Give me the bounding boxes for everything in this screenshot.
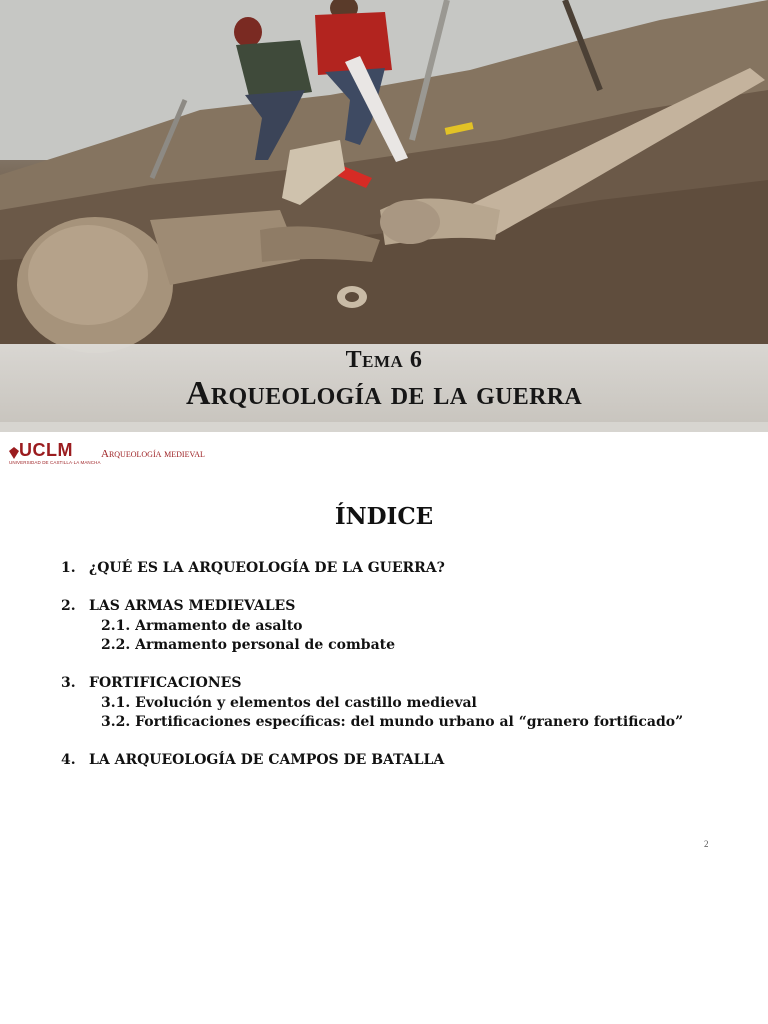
toc-section-4 bbox=[61, 752, 444, 768]
toc-subsection-3-1: 3.1. Evolución y elementos del castillo medieval bbox=[101, 695, 477, 711]
slide-title: Arqueología de la guerra bbox=[186, 375, 582, 412]
page-number: 2 bbox=[704, 839, 709, 849]
uclm-logo bbox=[9, 440, 101, 468]
toc-title: FORTIFICACIONES bbox=[89, 675, 242, 691]
toc-number: 2. bbox=[61, 598, 76, 614]
toc-section-3 bbox=[61, 675, 241, 691]
slide-subtitle: Tema 6 bbox=[345, 347, 423, 373]
toc-section-2 bbox=[61, 598, 295, 614]
toc-title: ¿QUÉ ES LA ARQUEOLOGÍA DE LA GUERRA? bbox=[89, 560, 445, 576]
toc-title: LA ARQUEOLOGÍA DE CAMPOS DE BATALLA bbox=[89, 752, 445, 768]
course-label: Arqueología medieval bbox=[101, 448, 205, 460]
toc-number: 3. bbox=[61, 675, 76, 691]
toc-subsection-3-2: 3.2. Fortificaciones específicas: del mundo urbano al “granero fortificado” bbox=[101, 714, 684, 730]
toc-section-1 bbox=[61, 560, 445, 576]
toc-subsection-2-2: 2.2. Armamento personal de combate bbox=[101, 637, 396, 653]
title-band bbox=[0, 344, 768, 422]
logo-subtext: UNIVERSIDAD DE CASTILLA·LA MANCHA bbox=[9, 460, 101, 465]
uclm-emblem-icon bbox=[9, 447, 19, 459]
title-band-bottom-strip bbox=[0, 422, 768, 432]
hero-photo bbox=[0, 0, 768, 432]
index-title: ÍNDICE bbox=[334, 503, 434, 530]
toc-title: LAS ARMAS MEDIEVALES bbox=[89, 598, 296, 614]
logo-text: UCLM bbox=[19, 440, 73, 460]
toc-number: 1. bbox=[61, 560, 76, 576]
toc-number: 4. bbox=[61, 752, 76, 768]
toc-subsection-2-1: 2.1. Armamento de asalto bbox=[101, 618, 303, 634]
